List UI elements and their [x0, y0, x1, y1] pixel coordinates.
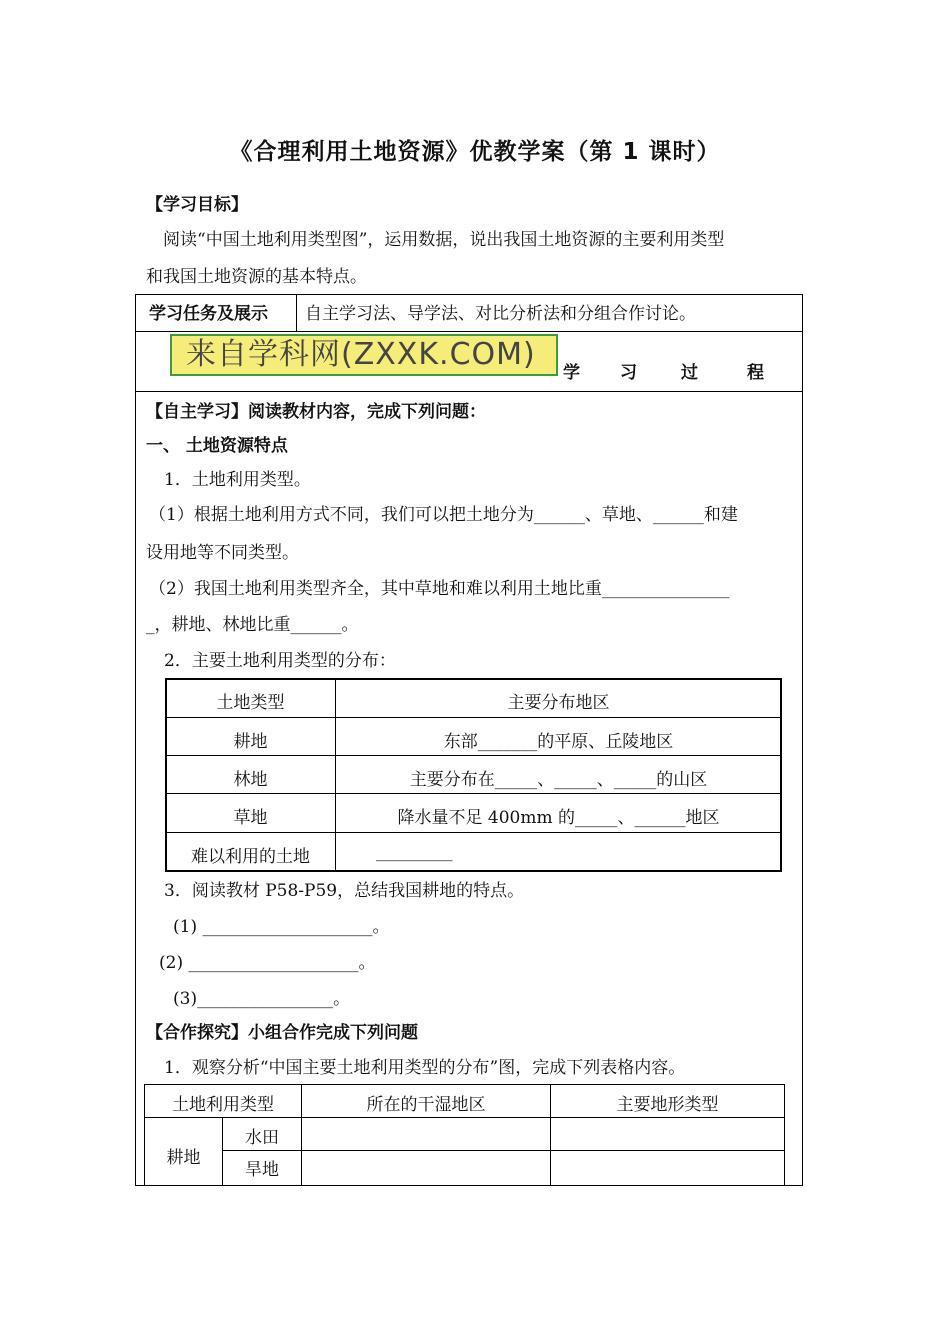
objectives-heading: 【学习目标】: [146, 195, 248, 215]
coop-answer-cell[interactable]: [552, 1152, 783, 1184]
outer-table-bottom-border: [135, 1185, 803, 1186]
task-col-divider: [296, 294, 297, 331]
question-1-2-line1: （2）我国土地利用类型齐全，其中草地和难以利用土地比重_______________: [149, 579, 730, 599]
dist-row-type: 草地: [233, 808, 268, 828]
dist-header-type: 土地类型: [216, 693, 285, 713]
coop-header-type: 土地利用类型: [172, 1095, 274, 1115]
task-value: 自主学习法、导学法、对比分析法和分组合作讨论。: [305, 304, 696, 324]
self-study-heading: 【自主学习】阅读教材内容，完成下列问题：: [146, 402, 486, 422]
q3-answer-2: (2) ____________________。: [159, 953, 376, 973]
dist-header-region: 主要分布地区: [507, 693, 610, 713]
dist-row-region: 主要分布在_____、_____、_____的山区: [409, 770, 708, 790]
section-heading: 一、 土地资源特点: [146, 436, 288, 456]
outer-table-top-border: [135, 294, 803, 295]
task-label: 学习任务及展示: [149, 304, 268, 324]
row-divider-1: [135, 331, 803, 332]
page-title: 《合理利用土地资源》优教学案（第 1 课时）: [229, 139, 721, 165]
coop-header-terrain: 主要地形类型: [616, 1095, 719, 1115]
process-char-4: 程: [747, 363, 764, 383]
outer-table-left-border: [135, 294, 136, 1186]
dist-row-type: 林地: [233, 770, 268, 790]
q3-answer-1: (1) ____________________。: [173, 917, 390, 937]
row-divider-2: [135, 391, 803, 392]
question-1-2-line2: _，耕地、林地比重______。: [146, 615, 359, 635]
coop-heading: 【合作探究】小组合作完成下列问题: [146, 1023, 418, 1043]
coop-question-1: 1．观察分析“中国主要土地利用类型的分布”图，完成下列表格内容。: [164, 1058, 686, 1078]
question-1-1-line2: 设用地等不同类型。: [146, 543, 299, 563]
dist-row-type: 难以利用的土地: [191, 847, 310, 867]
coop-header-region: 所在的干湿地区: [366, 1095, 486, 1115]
outer-table-right-border: [802, 294, 803, 1186]
process-char-1: 学: [563, 363, 580, 383]
dist-row-region: 东部_______的平原、丘陵地区: [443, 732, 674, 752]
question-1-1-line1: （1）根据土地利用方式不同，我们可以把土地分为______、草地、______和建: [149, 505, 738, 525]
objectives-text-line1: 阅读“中国土地利用类型图”，运用数据，说出我国土地资源的主要利用类型: [163, 230, 725, 250]
coop-subrow-label: 旱地: [245, 1160, 279, 1180]
process-char-3: 过: [681, 363, 698, 383]
process-char-2: 习: [620, 363, 637, 383]
dist-row-region: _________: [376, 842, 453, 862]
coop-answer-cell[interactable]: [303, 1119, 549, 1149]
dist-row-type: 耕地: [233, 732, 268, 752]
question-1: 1．土地利用类型。: [164, 470, 311, 490]
dist-row-region: 降水量不足 400mm 的_____、______地区: [397, 808, 720, 828]
question-3: 3．阅读教材 P58-P59，总结我国耕地的特点。: [164, 881, 525, 901]
question-2: 2．主要土地利用类型的分布：: [164, 651, 396, 671]
coop-answer-cell[interactable]: [303, 1152, 549, 1184]
coop-answer-cell[interactable]: [552, 1119, 783, 1149]
watermark-logo: 来自学科网(ZXXK.COM): [170, 334, 558, 376]
objectives-text-line2: 和我国土地资源的基本特点。: [146, 267, 367, 287]
q3-answer-3: (3)________________。: [173, 989, 351, 1009]
coop-group-label: 耕地: [166, 1148, 201, 1168]
coop-subrow-label: 水田: [245, 1128, 279, 1148]
